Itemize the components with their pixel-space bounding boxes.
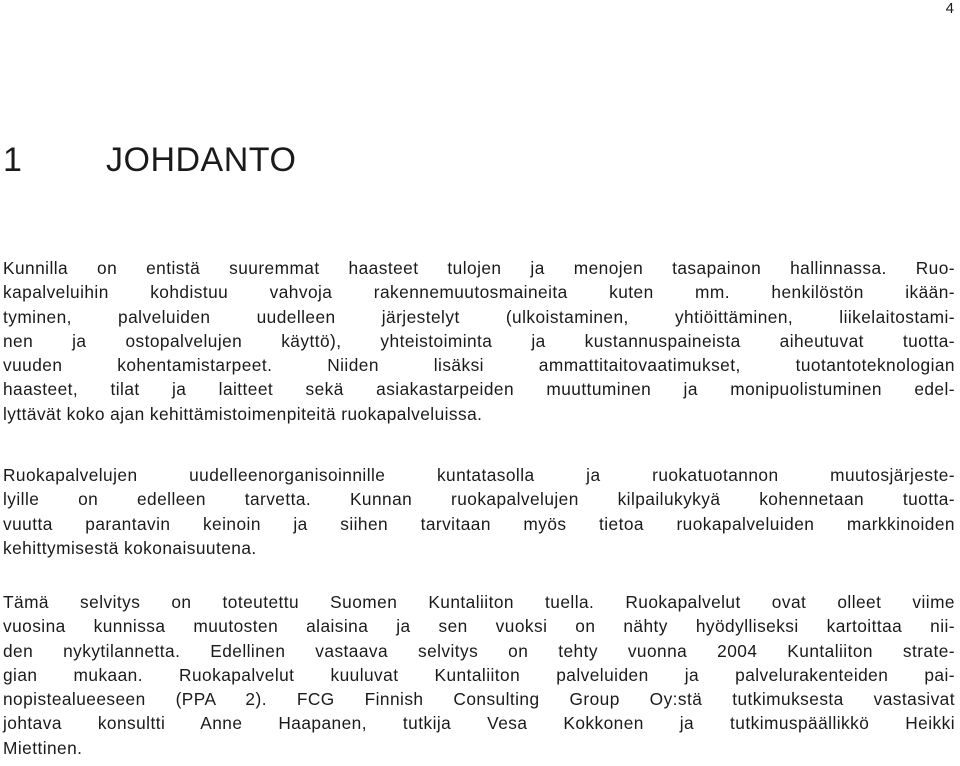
text-line: kapalveluihin kohdistuu vahvoja rakennemuutosmaineita kuten mm. henkilöstön ikään-: [3, 282, 955, 303]
text-line: nen ja ostopalvelujen käyttö), yhteistoiminta ja kustannuspaineista aiheutuvat tuotta-: [3, 330, 955, 351]
text-line: nopistealueeseen (PPA 2). FCG Finnish Consulting Group Oy:stä tutkimuksesta vastasivat: [3, 689, 955, 710]
text-line: gian mukaan. Ruokapalvelut kuuluvat Kuntaliiton palveluiden ja palvelurakenteiden pai-: [3, 664, 955, 685]
text-line: lyttävät koko ajan kehittämistoimenpiteitä ruokapalveluissa.: [3, 403, 483, 424]
text-line: vuutta parantavin keinoin ja siihen tarvitaan myös tietoa ruokapalveluiden markkinoiden: [3, 513, 955, 534]
paragraph-study-background: [3, 590, 955, 760]
text-line: vuuden kohentamistarpeet. Niiden lisäksi ammattitaitovaatimukset, tuotantoteknologian: [3, 355, 955, 376]
paragraph-intro: [3, 256, 955, 426]
text-line: den nykytilannetta. Edellinen vastaava selvitys on tehty vuonna 2004 Kuntaliiton strate-: [3, 640, 955, 661]
chapter-title: JOHDANTO: [106, 141, 297, 179]
text-line: haasteet, tilat ja laitteet sekä asiakastarpeiden muuttuminen ja monipuolistuminen edel-: [3, 379, 955, 400]
text-line: vuosina kunnissa muutosten alaisina ja sen vuoksi on nähty hyödylliseksi kartoittaa nii-: [3, 616, 955, 637]
text-line: tyminen, palveluiden uudelleen järjestelyt (ulkoistaminen, yhtiöittäminen, liikelaitostami-: [3, 306, 955, 327]
text-line: lyille on edelleen tarvetta. Kunnan ruokapalvelujen kilpailukykyä kohennetaan tuotta-: [3, 489, 955, 510]
text-line: johtava konsultti Anne Haapanen, tutkija Vesa Kokkonen ja tutkimuspäällikkö Heikki: [3, 713, 955, 734]
chapter-heading: [3, 140, 296, 180]
page-number: 4: [945, 0, 954, 17]
text-line: Miettinen.: [3, 737, 83, 758]
chapter-number: 1: [3, 141, 23, 179]
text-line: Ruokapalvelujen uudelleenorganisoinnille kuntatasolla ja ruokatuotannon muutosjärjeste-: [3, 465, 955, 485]
text-line: Kunnilla on entistä suuremmat haasteet tulojen ja menojen tasapainon hallinnassa. Ruo-: [3, 258, 955, 278]
text-line: kehittymisestä kokonaisuutena.: [3, 537, 257, 558]
text-line: Tämä selvitys on toteutettu Suomen Kuntaliiton tuella. Ruokapalvelut ovat olleet viime: [3, 592, 955, 612]
paragraph-reorganisation: [3, 463, 955, 560]
